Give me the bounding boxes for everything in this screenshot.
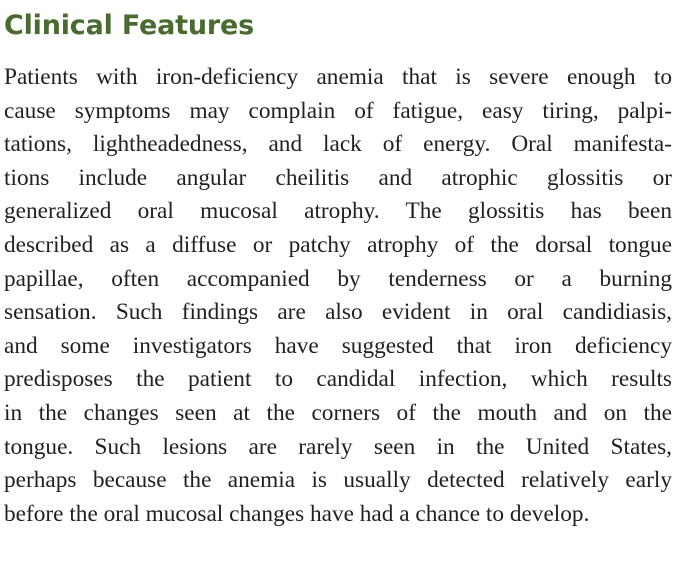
paragraph-line: Patients with iron-deficiency anemia that is severe enough to xyxy=(4,64,672,90)
body-paragraph xyxy=(4,61,672,531)
section-heading: Clinical Features xyxy=(4,10,254,41)
paragraph-line: cause symptoms may complain of fatigue, easy tiring, palpi- xyxy=(4,97,672,124)
paragraph-line: tations, lightheadedness, and lack of energy. Oral manifesta- xyxy=(4,131,672,158)
paragraph-line: before the oral mucosal changes have had a chance to develop. xyxy=(4,500,590,527)
paragraph-line: and some investigators have suggested that iron deficiency xyxy=(4,332,672,359)
paragraph-line: described as a diffuse or patchy atrophy of the dorsal tongue xyxy=(4,231,672,258)
paragraph-line: predisposes the patient to candidal infection, which results xyxy=(4,366,672,393)
paragraph-line: in the changes seen at the corners of the mouth and on the xyxy=(4,399,672,426)
paragraph-line: papillae, often accompanied by tenderness or a burning xyxy=(4,265,672,292)
paragraph-line: tongue. Such lesions are rarely seen in the United States, xyxy=(4,433,672,460)
paragraph-line: perhaps because the anemia is usually detected relatively early xyxy=(4,467,672,494)
paragraph-line: generalized oral mucosal atrophy. The glossitis has been xyxy=(4,198,672,225)
paragraph-line: sensation. Such findings are also evident in oral candidiasis, xyxy=(4,299,672,326)
paragraph-line: tions include angular cheilitis and atrophic glossitis or xyxy=(4,164,672,191)
